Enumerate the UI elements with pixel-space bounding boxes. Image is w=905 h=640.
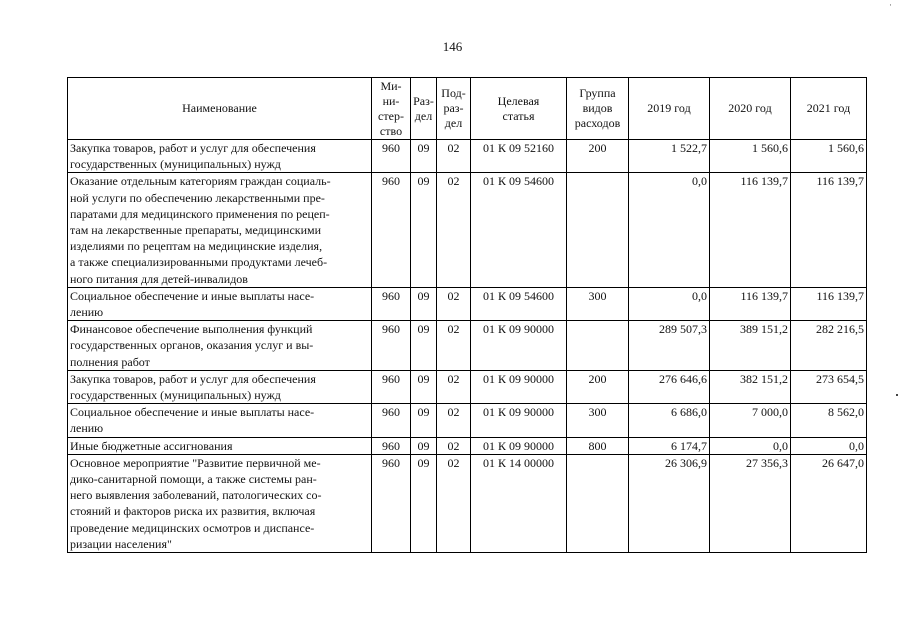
cell-target-article: 01 К 09 90000 — [471, 437, 567, 454]
header-year-2020: 2020 год — [710, 78, 791, 140]
cell-ministry: 960 — [372, 173, 411, 287]
cell-year-2021: 1 560,6 — [791, 140, 867, 173]
header-year-2019: 2019 год — [629, 78, 710, 140]
cell-year-2019: 0,0 — [629, 287, 710, 320]
cell-expense-group: 300 — [567, 404, 629, 437]
header-name: Наименование — [68, 78, 372, 140]
cell-ministry: 960 — [372, 404, 411, 437]
header-expense-group: Группа видов расходов — [567, 78, 629, 140]
cell-year-2019: 6 174,7 — [629, 437, 710, 454]
cell-section: 09 — [411, 454, 437, 552]
cell-year-2020: 27 356,3 — [710, 454, 791, 552]
header-subsection: Под- раз- дел — [437, 78, 471, 140]
cell-expense-group — [567, 454, 629, 552]
cell-year-2020: 116 139,7 — [710, 173, 791, 287]
cell-target-article: 01 К 09 90000 — [471, 370, 567, 403]
cell-ministry: 960 — [372, 437, 411, 454]
cell-ministry: 960 — [372, 454, 411, 552]
cell-name: Иные бюджетные ассигнования — [68, 437, 372, 454]
cell-section: 09 — [411, 437, 437, 454]
cell-section: 09 — [411, 173, 437, 287]
cell-name: Закупка товаров, работ и услуг для обеспечения государственных (муниципальных) нужд — [68, 370, 372, 403]
cell-year-2019: 276 646,6 — [629, 370, 710, 403]
cell-subsection: 02 — [437, 437, 471, 454]
cell-year-2021: 116 139,7 — [791, 173, 867, 287]
cell-name: Основное мероприятие "Развитие первичной ме- дико-санитарной помощи, а также системы ран- него выявления заболеваний, патологических со- стояний и факторов риска их развития, включая проведение медицинских осмотров и диспансе- ризации населения" — [68, 454, 372, 552]
cell-name: Оказание отдельным категориям граждан социаль- ной услуги по обеспечению лекарственными пре- паратами для медицинского применения по рецеп- там на лекарственные препараты, медицинскими изделиями по рецептам на медицинские изделия, а также специализированными продуктами лечеб- ного питания для детей-инвалидов — [68, 173, 372, 287]
cell-target-article: 01 К 09 54600 — [471, 287, 567, 320]
cell-name: Закупка товаров, работ и услуг для обеспечения государственных (муниципальных) нужд — [68, 140, 372, 173]
cell-target-article: 01 К 14 00000 — [471, 454, 567, 552]
cell-target-article: 01 К 09 90000 — [471, 321, 567, 371]
table-header-row — [68, 78, 867, 140]
cell-year-2020: 389 151,2 — [710, 321, 791, 371]
cell-expense-group: 800 — [567, 437, 629, 454]
cell-year-2020: 116 139,7 — [710, 287, 791, 320]
cell-name: Финансовое обеспечение выполнения функций государственных органов, оказания услуг и вы- полнения работ — [68, 321, 372, 371]
cell-expense-group: 200 — [567, 140, 629, 173]
cell-name: Социальное обеспечение и иные выплаты насе- лению — [68, 404, 372, 437]
cell-year-2020: 1 560,6 — [710, 140, 791, 173]
cell-year-2021: 282 216,5 — [791, 321, 867, 371]
cell-year-2019: 0,0 — [629, 173, 710, 287]
cell-subsection: 02 — [437, 404, 471, 437]
cell-year-2021: 116 139,7 — [791, 287, 867, 320]
cell-target-article: 01 К 09 90000 — [471, 404, 567, 437]
cell-year-2020: 382 151,2 — [710, 370, 791, 403]
cell-ministry: 960 — [372, 287, 411, 320]
cell-section: 09 — [411, 140, 437, 173]
table-row — [68, 140, 867, 173]
cell-ministry: 960 — [372, 370, 411, 403]
cell-year-2021: 26 647,0 — [791, 454, 867, 552]
cell-expense-group: 200 — [567, 370, 629, 403]
cell-target-article: 01 К 09 54600 — [471, 173, 567, 287]
cell-year-2019: 1 522,7 — [629, 140, 710, 173]
cell-subsection: 02 — [437, 140, 471, 173]
cell-expense-group: 300 — [567, 287, 629, 320]
cell-subsection: 02 — [437, 321, 471, 371]
table-body — [68, 140, 867, 553]
header-ministry: Ми- ни- стер- ство — [372, 78, 411, 140]
margin-mark — [896, 394, 898, 396]
cell-section: 09 — [411, 287, 437, 320]
table-row — [68, 321, 867, 371]
cell-year-2020: 7 000,0 — [710, 404, 791, 437]
cell-subsection: 02 — [437, 287, 471, 320]
cell-year-2021: 273 654,5 — [791, 370, 867, 403]
cell-year-2019: 26 306,9 — [629, 454, 710, 552]
cell-year-2021: 8 562,0 — [791, 404, 867, 437]
cell-subsection: 02 — [437, 173, 471, 287]
cell-subsection: 02 — [437, 454, 471, 552]
page-number: 146 — [442, 39, 463, 54]
cell-year-2021: 0,0 — [791, 437, 867, 454]
table-row — [68, 287, 867, 320]
cell-ministry: 960 — [372, 321, 411, 371]
budget-table — [67, 77, 867, 553]
cell-ministry: 960 — [372, 140, 411, 173]
cell-section: 09 — [411, 321, 437, 371]
table-row — [68, 370, 867, 403]
table-row — [68, 454, 867, 552]
header-year-2021: 2021 год — [791, 78, 867, 140]
cell-year-2019: 289 507,3 — [629, 321, 710, 371]
cell-section: 09 — [411, 370, 437, 403]
cell-name: Социальное обеспечение и иные выплаты насе- лению — [68, 287, 372, 320]
corner-mark: · — [889, 0, 892, 10]
table-row — [68, 173, 867, 287]
cell-target-article: 01 К 09 52160 — [471, 140, 567, 173]
cell-year-2019: 6 686,0 — [629, 404, 710, 437]
cell-subsection: 02 — [437, 370, 471, 403]
cell-section: 09 — [411, 404, 437, 437]
table-row — [68, 437, 867, 454]
table-row — [68, 404, 867, 437]
cell-expense-group — [567, 321, 629, 371]
cell-year-2020: 0,0 — [710, 437, 791, 454]
header-target-article: Целевая статья — [471, 78, 567, 140]
cell-expense-group — [567, 173, 629, 287]
header-section: Раз- дел — [411, 78, 437, 140]
